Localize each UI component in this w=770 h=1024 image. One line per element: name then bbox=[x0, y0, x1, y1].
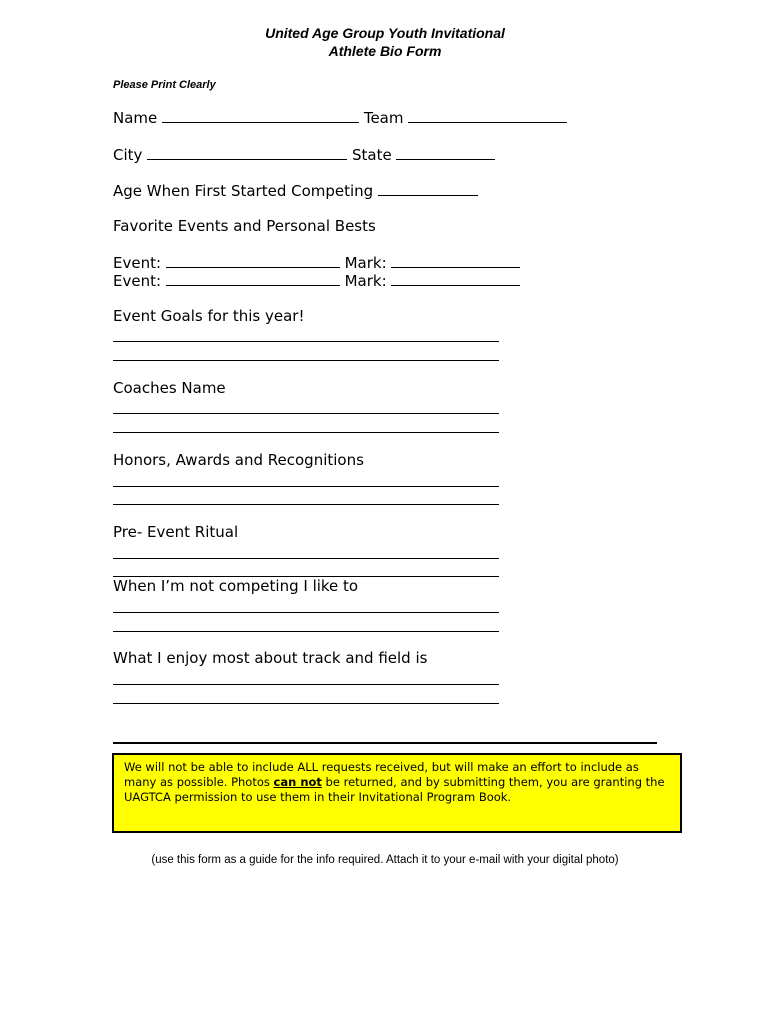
ritual-line-1[interactable] bbox=[113, 558, 499, 559]
enjoy-line-1[interactable] bbox=[113, 684, 499, 685]
honors-line-2[interactable] bbox=[113, 504, 499, 505]
event-mark-row-1 bbox=[113, 253, 520, 272]
state-field[interactable] bbox=[396, 145, 495, 160]
event-goals-line-2[interactable] bbox=[113, 360, 499, 361]
notice-box bbox=[112, 753, 682, 833]
state-label: State bbox=[351, 146, 392, 164]
mark-label: Mark: bbox=[344, 254, 387, 272]
age-row bbox=[113, 181, 478, 200]
event-field-1[interactable] bbox=[166, 253, 340, 268]
enjoy-label: What I enjoy most about track and field is bbox=[113, 649, 428, 667]
mark-field-1[interactable] bbox=[391, 253, 520, 268]
form-title: United Age Group Youth Invitational bbox=[265, 25, 505, 41]
age-field[interactable] bbox=[378, 181, 478, 196]
honors-line-1[interactable] bbox=[113, 486, 499, 487]
event-goals-label: Event Goals for this year! bbox=[113, 307, 305, 325]
notice-text-end: be returned, and by submitting them, you are granting the UAGTCA permission to use them in their Invitational Program Book. bbox=[124, 775, 665, 804]
coaches-line-2[interactable] bbox=[113, 432, 499, 433]
not-competing-line-1[interactable] bbox=[113, 612, 499, 613]
section-divider bbox=[113, 742, 657, 744]
print-instruction: Please Print Clearly bbox=[113, 79, 216, 91]
enjoy-line-2[interactable] bbox=[113, 703, 499, 704]
name-team-row bbox=[113, 108, 567, 127]
event-field-2[interactable] bbox=[166, 271, 340, 286]
mark-label: Mark: bbox=[344, 272, 387, 290]
coaches-label: Coaches Name bbox=[113, 379, 226, 397]
age-label: Age When First Started Competing bbox=[113, 182, 374, 200]
team-label: Team bbox=[363, 109, 404, 127]
honors-label: Honors, Awards and Recognitions bbox=[113, 451, 364, 469]
form-subtitle: Athlete Bio Form bbox=[328, 43, 442, 59]
footnote: (use this form as a guide for the info required. Attach it to your e-mail with your digital photo) bbox=[151, 854, 619, 866]
event-label: Event: bbox=[113, 272, 162, 290]
mark-field-2[interactable] bbox=[391, 271, 520, 286]
city-state-row bbox=[113, 145, 495, 164]
name-label: Name bbox=[113, 109, 158, 127]
team-field[interactable] bbox=[408, 108, 567, 123]
city-label: City bbox=[113, 146, 143, 164]
event-mark-row-2 bbox=[113, 271, 520, 290]
notice-text-start: We will not be able to include ALL requests received, but will make an effort to include as many as possible. Photos bbox=[124, 760, 639, 789]
name-field[interactable] bbox=[162, 108, 359, 123]
ritual-label: Pre- Event Ritual bbox=[113, 523, 239, 541]
not-competing-label: When I’m not competing I like to bbox=[113, 577, 359, 595]
city-field[interactable] bbox=[147, 145, 347, 160]
favorite-events-heading: Favorite Events and Personal Bests bbox=[113, 217, 376, 235]
event-goals-line-1[interactable] bbox=[113, 341, 499, 342]
not-competing-line-2[interactable] bbox=[113, 631, 499, 632]
notice-emphasis: can not bbox=[273, 775, 322, 789]
event-label: Event: bbox=[113, 254, 162, 272]
coaches-line-1[interactable] bbox=[113, 413, 499, 414]
